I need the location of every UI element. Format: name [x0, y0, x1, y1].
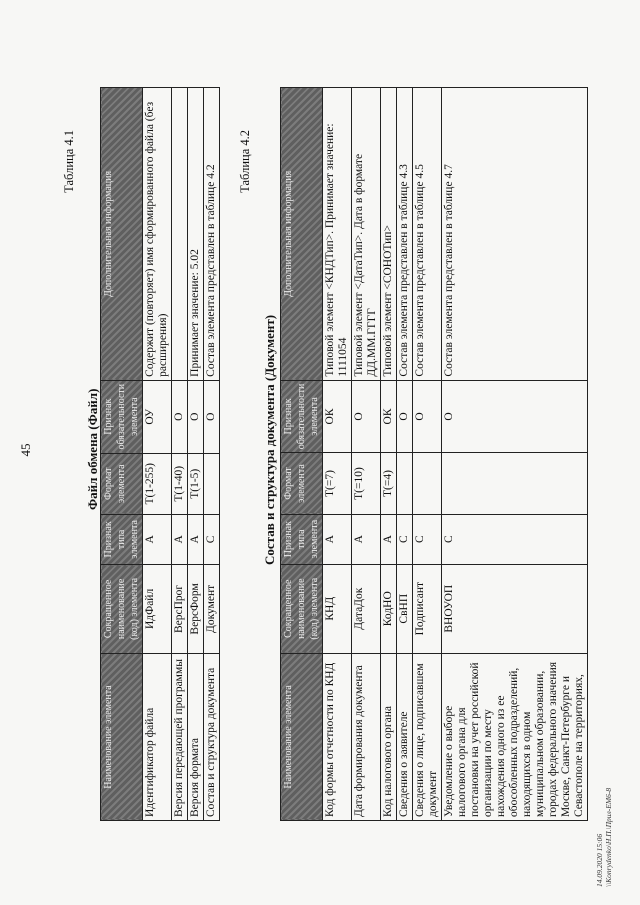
header-cell: Дополнительная информация — [101, 88, 143, 381]
table-cell: Принимает значение: 5.02 — [188, 88, 204, 381]
table-cell: ОК — [323, 380, 352, 453]
table-cell: Код налогового органа — [381, 653, 397, 820]
table-header-row — [101, 88, 143, 821]
table-cell: Код формы отчетности по КНД — [323, 653, 352, 820]
footer-timestamp: 14.09.2020 15:06 — [595, 833, 604, 887]
table-cell: Сведения о заявителе — [397, 653, 413, 820]
table-cell: Состав элемента представлен в таблице 4.7 — [442, 88, 588, 381]
table-cell: О — [442, 380, 588, 453]
table-row — [352, 88, 381, 821]
table-cell: ВерсПрог — [172, 564, 188, 653]
header-cell: Формат элемента — [281, 453, 323, 514]
table-cell — [204, 453, 220, 514]
header-cell: Признак обязательности элемента — [101, 380, 143, 453]
table-header-row — [281, 88, 323, 821]
table-cell: С — [413, 514, 442, 564]
table-cell: ОК — [381, 380, 397, 453]
table-cell: ИдФайл — [143, 564, 172, 653]
table-cell: Идентификатор файла — [143, 654, 172, 821]
table-cell: Версия формата — [188, 654, 204, 821]
table-cell: Подписант — [413, 564, 442, 653]
table-cell: Т(1-255) — [143, 453, 172, 514]
table-cell: Т(=10) — [352, 453, 381, 514]
table-cell: О — [397, 380, 413, 453]
header-cell: Признак обязательности элемента — [281, 380, 323, 453]
table-cell: Содержит (повторяет) имя сформированного файла (без расширения) — [143, 88, 172, 381]
table-cell: О — [413, 380, 442, 453]
table-row — [204, 88, 220, 821]
table-cell: ВерсФорм — [188, 564, 204, 653]
table-cell: А — [381, 514, 397, 564]
table-cell — [172, 88, 188, 381]
table-cell — [397, 453, 413, 514]
table-row — [381, 88, 397, 821]
table-cell — [442, 453, 588, 514]
table-cell: Т(1-40) — [172, 453, 188, 514]
table-row — [442, 88, 588, 821]
table-cell: А — [172, 514, 188, 564]
table-cell: А — [323, 514, 352, 564]
table1-caption: Таблица 4.1 — [62, 130, 76, 193]
table-cell: Типовой элемент <СОНОТип> — [381, 88, 397, 381]
table-cell: О — [172, 380, 188, 453]
table-cell: Документ — [204, 564, 220, 653]
table-cell: Дата формирования документа — [352, 653, 381, 820]
table1 — [100, 87, 220, 821]
table-cell: С — [204, 514, 220, 564]
table-cell: Состав элемента представлен в таблице 4.3 — [397, 88, 413, 381]
table-cell: ДатаДок — [352, 564, 381, 653]
table-cell — [413, 453, 442, 514]
header-cell: Признак типа элемента — [101, 514, 143, 564]
table-cell: А — [188, 514, 204, 564]
footer-path: \\Konrydenko\Н.П.\Прил-ЕМ6-8 — [604, 787, 613, 887]
table-cell: Состав элемента представлен в таблице 4.2 — [204, 88, 220, 381]
header-cell: Наименование элемента — [281, 653, 323, 820]
header-cell: Признак типа элемента — [281, 514, 323, 564]
table-row — [397, 88, 413, 821]
table-cell: Уведомление о выборе налогового органа для постановки на учет российской организации по месту нахождения одного из ее обособленных подразделений, находящихся в одном муниципальном образовании, городах федерального значения Москве, Санкт-Петербурге и Севастополе на территориях, — [442, 653, 588, 820]
header-cell: Дополнительная информация — [281, 88, 323, 381]
table-cell: КНД — [323, 564, 352, 653]
print-footer — [595, 788, 613, 887]
table-cell: Состав элемента представлен в таблице 4.5 — [413, 88, 442, 381]
header-cell: Формат элемента — [101, 453, 143, 514]
table-cell: Сведения о лице, подписавшем документ — [413, 653, 442, 820]
table-row — [188, 88, 204, 821]
header-cell: Сокращенное наименование (код) элемента — [281, 564, 323, 653]
header-cell: Наименование элемента — [101, 654, 143, 821]
table-cell: А — [352, 514, 381, 564]
table-cell: СвНП — [397, 564, 413, 653]
header-cell: Сокращенное наименование (код) элемента — [101, 564, 143, 653]
table-cell: С — [442, 514, 588, 564]
table-row — [172, 88, 188, 821]
table-cell: Типовой элемент <ДатаТип>. Дата в формате ДД.ММ.ГГГГ — [352, 88, 381, 381]
table-cell: Т(1-5) — [188, 453, 204, 514]
table-cell: А — [143, 514, 172, 564]
table-cell: О — [188, 380, 204, 453]
table-cell: ОУ — [143, 380, 172, 453]
table2 — [280, 87, 588, 821]
table1-title: Файл обмена (Файл) — [85, 388, 100, 510]
table-cell: Версия передающей программы — [172, 654, 188, 821]
table-row — [413, 88, 442, 821]
table-cell: Состав и структура документа — [204, 654, 220, 821]
table-cell: ВНОУОП — [442, 564, 588, 653]
page-number: 45 — [18, 443, 33, 457]
table-cell: Типовой элемент <КНДТип>. Принимает значение: 1111054 — [323, 88, 352, 381]
table-cell: О — [352, 380, 381, 453]
table2-caption: Таблица 4.2 — [238, 130, 252, 193]
table-cell: С — [397, 514, 413, 564]
table-cell: КодНО — [381, 564, 397, 653]
table2-title: Состав и структура документа (Документ) — [262, 314, 277, 565]
table-row — [143, 88, 172, 821]
table-cell: О — [204, 380, 220, 453]
table-row — [323, 88, 352, 821]
table-cell: Т(=4) — [381, 453, 397, 514]
table-cell: Т(=7) — [323, 453, 352, 514]
